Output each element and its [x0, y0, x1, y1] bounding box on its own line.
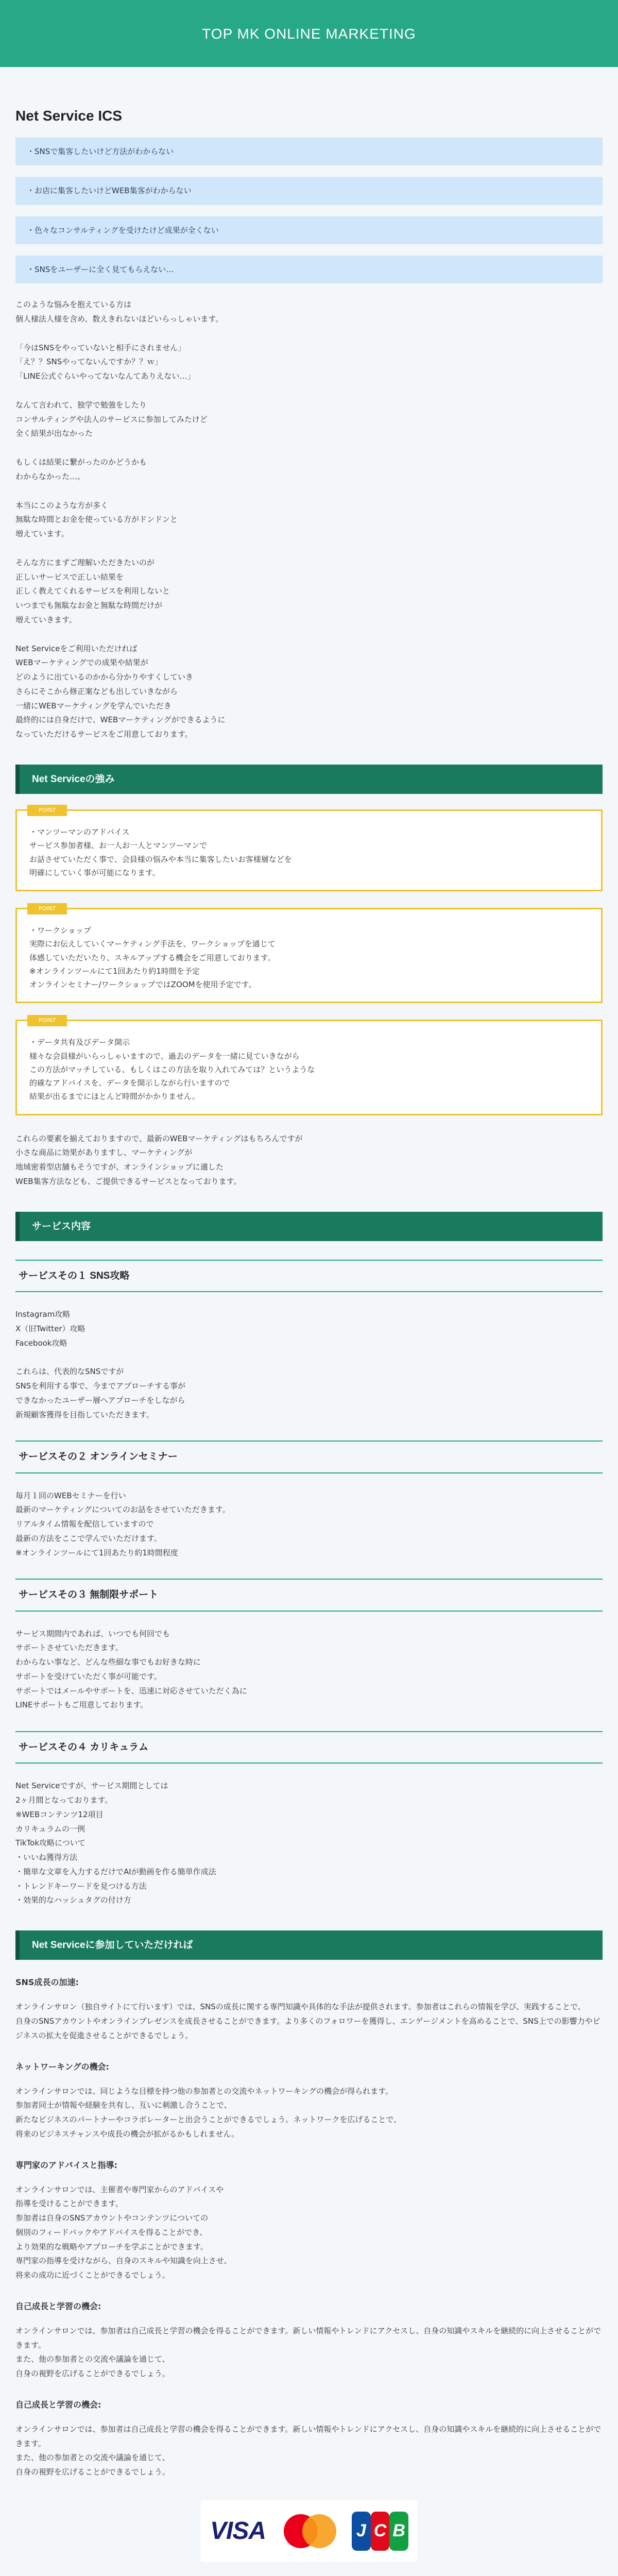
text-line: 一緒にWEBマーケティングを学んでいただき	[15, 701, 171, 710]
benefit-self-growth	[15, 2299, 603, 2381]
jcb-c: C	[371, 2512, 390, 2551]
mastercard-icon	[281, 2514, 337, 2548]
strength-title: ・データ共有及びデータ開示	[29, 1038, 130, 1047]
service-paragraph	[15, 1627, 603, 1713]
service-paragraph	[15, 1779, 603, 1908]
benefit-paragraph	[15, 2324, 603, 2381]
service-support	[15, 1579, 603, 1713]
intro-paragraph	[15, 398, 603, 441]
text-line: 新たなビジネスのパートナーやコラボレーターと出会うことができるでしょう。ネットワークを広げることで、	[15, 2115, 402, 2124]
text-line: 様々な会員様がいらっしゃいますので、過去のデータを一緒に見ていきながら	[29, 1051, 300, 1061]
visa-wordmark: VISA	[210, 2517, 266, 2545]
text-line: 自身の視野を広げることができるでしょう。	[15, 2467, 170, 2477]
intro-section	[15, 298, 603, 742]
point-tag: POINT	[27, 805, 67, 816]
benefit-title: SNS成長の加速:	[15, 1977, 79, 1988]
text-line: そんな方にまずご理解いただきたいのが	[15, 557, 155, 567]
benefit-expert-advice	[15, 2158, 603, 2283]
text-line: オンラインサロンでは、参加者は自己成長と学習の機会を得ることができます。新しい情報やトレンドにアクセスし、自身の知識やスキルを継続的に向上させることができます。	[15, 2424, 602, 2448]
benefit-title: 自己成長と学習の機会:	[15, 2399, 101, 2410]
benefits-heading: Net Serviceに参加していただければ	[15, 1930, 603, 1960]
text-line: 参加者は自身のSNSアカウントやコンテンツについての	[15, 2213, 209, 2223]
benefit-paragraph	[15, 2000, 603, 2043]
site-header	[0, 0, 618, 67]
benefit-title: 専門家のアドバイスと指導:	[15, 2160, 117, 2170]
service-paragraph	[15, 1365, 603, 1422]
text-line: 増えていきます。	[15, 615, 77, 624]
text-line: 最新の方法をここで学んでいただけます。	[15, 1533, 162, 1543]
worry-list	[15, 138, 603, 283]
text-line: 新規顧客獲得を目指していただきます。	[15, 1410, 154, 1419]
text-line: サポートではメールやサポートを、迅速に対応させていただく為に	[15, 1686, 247, 1696]
text-line: また、他の参加者との交流や議論を通じて、	[15, 2354, 170, 2364]
text-line: Instagram攻略	[15, 1310, 71, 1319]
jcb-icon	[352, 2512, 408, 2551]
text-line: ・トレンドキーワードを見つける方法	[15, 1881, 147, 1891]
intro-paragraph	[15, 455, 603, 484]
text-line: WEBマーケティングでの成果や結果が	[15, 658, 148, 668]
service-title: サービスその１ SNS攻略	[15, 1260, 603, 1292]
text-line: LINEサポートもご用意しております。	[15, 1700, 148, 1710]
strength-box-workshop	[15, 905, 603, 1003]
text-line: 体感していただいたり、スキルアップする機会をご用意しております。	[29, 953, 276, 962]
text-line: 全く結果が出なかった	[15, 429, 93, 438]
strength-title: ・マンツーマンのアドバイス	[29, 827, 130, 837]
text-line: わからない事など、どんな些細な事でもお好きな時に	[15, 1657, 201, 1667]
text-line: 「LINE公式ぐらいやってないなんてありえない…」	[15, 371, 195, 381]
mastercard-yellow-circle	[302, 2514, 336, 2548]
content-heading: サービス内容	[15, 1212, 603, 1241]
text-line: また、他の参加者との交流や議論を通じて、	[15, 2453, 170, 2463]
text-line: どのように出ているのかから分かりやすくしていき	[15, 672, 194, 682]
worry-item: ・色々なコンサルティングを受けたけど成果が全くない	[15, 216, 603, 244]
text-line: なんて言われて、独学で勉強をしたり	[15, 400, 147, 410]
benefit-paragraph	[15, 2084, 603, 2142]
text-line: ・効果的なハッシュタグの付け方	[15, 1895, 131, 1905]
benefit-growth	[15, 1975, 603, 2043]
strength-box-data	[15, 1017, 603, 1115]
benefit-networking	[15, 2060, 603, 2142]
text-line: お話させていただく事で、会員様の悩みや本当に集客したいお客様層などを	[29, 854, 292, 864]
strength-box-advice	[15, 809, 603, 891]
main-content	[15, 67, 603, 2576]
service-paragraph	[15, 1308, 603, 1350]
page-title: Net Service ICS	[15, 108, 122, 124]
service-sns	[15, 1260, 603, 1422]
text-line: ・いいね獲得方法	[15, 1853, 78, 1862]
strengths-heading: Net Serviceの強み	[15, 765, 603, 794]
intro-paragraph	[15, 499, 603, 541]
text-line: コンサルティングや法人のサービスに参加してみたけど	[15, 414, 208, 424]
text-line: このような悩みを抱えている方は	[15, 300, 132, 309]
text-line: サポートさせていただきます。	[15, 1643, 123, 1653]
text-line: SNSを利用する事で、今までアプローチする事が	[15, 1381, 185, 1391]
strength-title: ・ワークショップ	[29, 926, 91, 935]
text-line: 地域密着型店舗もそうですが、オンラインショップに適した	[15, 1162, 224, 1172]
text-line: 専門家の指導を受けながら、自身のスキルや知識を向上させ、	[15, 2256, 232, 2266]
worry-item: ・SNSで集客したいけど方法がわからない	[15, 138, 603, 165]
text-line: カリキュラムの一例	[15, 1824, 85, 1834]
text-line: サポートを受けていただく事が可能です。	[15, 1671, 162, 1681]
benefit-self-growth-2	[15, 2398, 603, 2480]
text-line: X（旧Twitter）攻略	[15, 1324, 85, 1333]
text-line: 指導を受けることができます。	[15, 2199, 123, 2209]
text-line: WEB集客方法なども、ご提供できるサービスとなっております。	[15, 1176, 242, 1186]
text-line: なっていただけるサービスをご用意しております。	[15, 730, 193, 739]
text-line: これらの要素を揃えておりますので、最新のWEBマーケティングはもちろんですが	[15, 1133, 303, 1143]
text-line: Net Serviceですが、サービス期間としては	[15, 1781, 168, 1791]
text-line: 明確にしていく事が可能になります。	[29, 868, 160, 877]
text-line: Net Serviceをご利用いただければ	[15, 643, 138, 653]
payment-cards	[201, 2500, 417, 2562]
text-line: より効果的な戦略やアプローチを学ぶことができます。	[15, 2242, 208, 2251]
text-line: 「今はSNSをやっていないと相手にされません」	[15, 343, 186, 352]
point-tag: POINT	[27, 1015, 67, 1026]
text-line: 本当にこのような方が多く	[15, 500, 109, 510]
benefit-paragraph	[15, 2183, 603, 2283]
strengths-outro	[15, 1132, 603, 1189]
visa-icon	[210, 2514, 266, 2548]
text-line: 個人様法人様を含め、数えきれないほどいらっしゃいます。	[15, 314, 224, 324]
service-curriculum	[15, 1731, 603, 1908]
text-line: 「え？？SNSやってないんですか？？ｗ」	[15, 357, 163, 367]
service-paragraph	[15, 1489, 603, 1561]
text-line: オンラインセミナー/ワークショップではZOOMを使用予定です。	[29, 980, 256, 989]
worry-item: ・お店に集客したいけどWEB集客がわからない	[15, 177, 603, 205]
text-line: オンラインサロンでは、同じような目標を持つ他の参加者との交流やネットワーキングの機会が得られます。	[15, 2086, 393, 2096]
point-tag: POINT	[27, 903, 67, 914]
text-line: オンラインサロンでは、主催者や専門家からのアドバイスや	[15, 2184, 224, 2194]
text-line: さらにそこから修正案なども出していきながら	[15, 686, 178, 696]
text-line: 正しいサービスで正しい結果を	[15, 572, 124, 582]
text-line: 小さな商品に効果がありますし、マーケティングが	[15, 1148, 193, 1158]
text-line: 最新のマーケティングについてのお話をさせていただきます。	[15, 1505, 230, 1515]
text-line: サービス期間内であれば、いつでも何回でも	[15, 1629, 170, 1638]
intro-paragraph	[15, 341, 603, 384]
service-title: サービスその３ 無制限サポート	[15, 1579, 603, 1611]
jcb-j: J	[352, 2512, 371, 2551]
text-line: 個別のフィードバックやアドバイスを得ることができ、	[15, 2227, 208, 2237]
site-logo[interactable]: TOP MK ONLINE MARKETING	[202, 25, 416, 42]
service-title: サービスその２ オンラインセミナー	[15, 1440, 603, 1473]
text-line: わからなかった…。	[15, 471, 85, 481]
text-line: Facebook攻略	[15, 1338, 67, 1348]
text-line: 正しく教えてくれるサービスを利用しないと	[15, 586, 170, 596]
text-line: 実際にお伝えしていくマーケティング手法を、ワークショップを通じて	[29, 939, 276, 949]
text-line: いつまでも無駄なお金と無駄な時間だけが	[15, 601, 163, 610]
text-line: ※WEBコンテンツ12項目	[15, 1809, 104, 1819]
text-line: オンラインサロン（独自サイトにて行います）では、SNSの成長に関する専門知識や具体的な手法が提供されます。参加者はこれらの情報を学び、実践することで、	[15, 2002, 586, 2012]
text-line: この方法がマッチしている、もしくはこの方法を取り入れてみては？というような	[29, 1064, 315, 1074]
text-line: リアルタイム情報を配信していますので	[15, 1519, 154, 1529]
text-line: 参加者同士が情報や経験を共有し、互いに刺激し合うことで、	[15, 2100, 232, 2110]
text-line: ※オンラインツールにて1回あたり約1時間程度	[15, 1548, 178, 1557]
text-line: 自身のSNSアカウントやオンラインプレゼンスを成長させることができます。より多くのフォロワーを獲得し、エンゲージメントを高めることで、SNS上での影響力やビジネスの拡大を促進させることができるでしょう。	[15, 2016, 600, 2040]
text-line: 結果が出るまでにほとんど時間がかかりません。	[29, 1092, 200, 1101]
text-line: ※オンラインツールにて1回あたり約1時間を予定	[29, 966, 200, 976]
benefit-title: ネットワーキングの機会:	[15, 2061, 109, 2072]
benefit-paragraph	[15, 2422, 603, 2480]
text-line: 的確なアドバイスを、データを開示しながら行いますので	[29, 1078, 230, 1088]
text-line: もしくは結果に繋がったのかどうかも	[15, 457, 147, 467]
jcb-b: B	[389, 2512, 408, 2551]
text-line: 毎月１回のWEBセミナーを行い	[15, 1490, 126, 1500]
intro-paragraph	[15, 642, 603, 742]
intro-paragraph	[15, 298, 603, 327]
text-line: オンラインサロンでは、参加者は自己成長と学習の機会を得ることができます。新しい情報やトレンドにアクセスし、自身の知識やスキルを継続的に向上させることができます。	[15, 2326, 602, 2350]
text-line: 2ヶ月間となっております。	[15, 1795, 113, 1805]
text-line: ・簡単な文章を入力するだけでAIが動画を作る簡単作成法	[15, 1867, 216, 1876]
service-title: サービスその４ カリキュラム	[15, 1731, 603, 1764]
worry-item: ・SNSをユーザーに全く見てもらえない…	[15, 256, 603, 283]
intro-paragraph	[15, 556, 603, 628]
text-line: できなかったユーザー層へアプローチをしながら	[15, 1395, 185, 1405]
text-line: TikTok攻略について	[15, 1838, 85, 1848]
text-line: 将来の成功に近づくことができるでしょう。	[15, 2270, 170, 2280]
benefit-title: 自己成長と学習の機会:	[15, 2301, 101, 2311]
service-seminar	[15, 1440, 603, 1560]
text-line: 将来のビジネスチャンスや成長の機会が拡がるかもしれません。	[15, 2129, 239, 2139]
text-line: 増えています。	[15, 529, 69, 538]
text-line: 最終的には自身だけで、WEBマーケティングができるように	[15, 715, 226, 725]
text-line: サービス参加者様、お一人お一人とマンツーマンで	[29, 841, 208, 851]
text-line: これらは、代表的なSNSですが	[15, 1367, 124, 1377]
text-line: 自身の視野を広げることができるでしょう。	[15, 2369, 170, 2378]
text-line: 無駄な時間とお金を使っている方がドンドンと	[15, 515, 178, 524]
